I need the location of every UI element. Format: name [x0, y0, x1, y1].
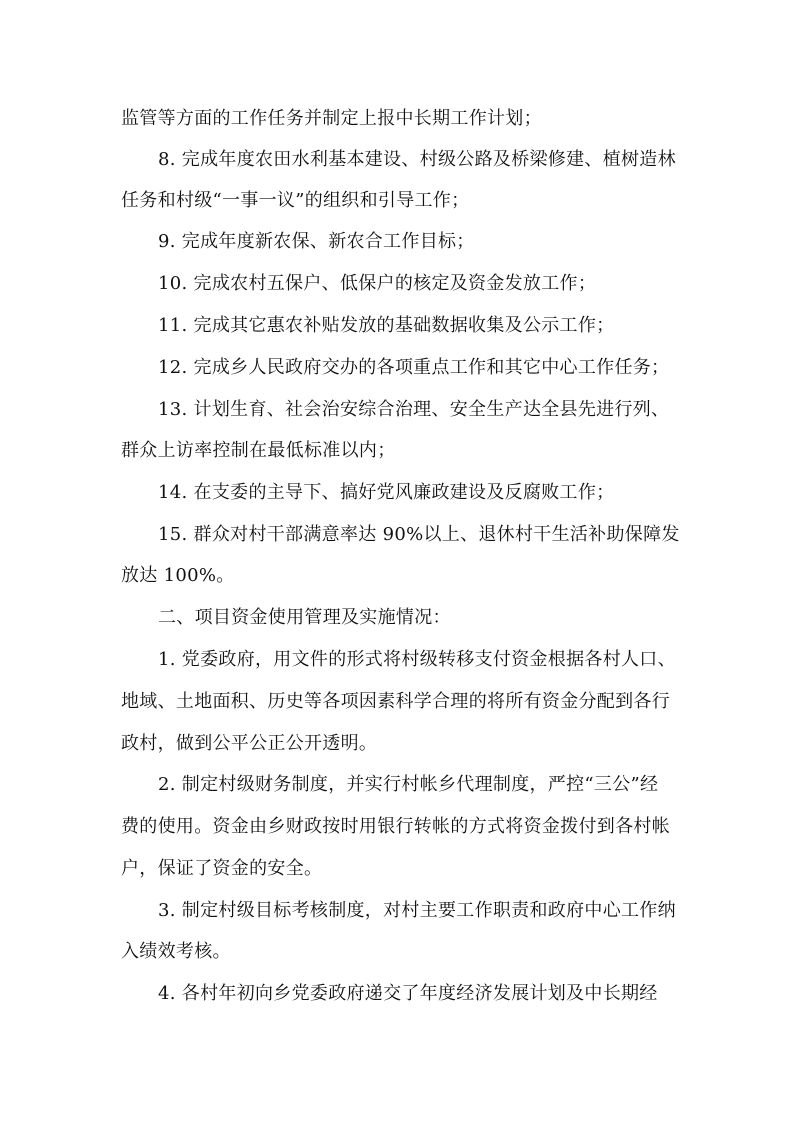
body-line: 4. 各村年初向乡党委政府递交了年度经济发展计划及中长期经 — [158, 983, 658, 1004]
body-line: 户，保证了资金的安全。 — [121, 858, 323, 879]
body-line: 8. 完成年度农田水利基本建设、村级公路及桥梁修建、植树造林 — [158, 149, 676, 170]
body-line: 13. 计划生育、社会治安综合治理、安全生产达全县先进行列、 — [158, 399, 670, 420]
body-line: 15. 群众对村干部满意率达 90%以上、退休村干生活补助保障发 — [158, 524, 680, 545]
body-line: 11. 完成其它惠农补贴发放的基础数据收集及公示工作； — [158, 315, 615, 336]
body-line: 2. 制定村级财务制度，并实行村帐乡代理制度，严控“三公”经 — [158, 774, 659, 795]
body-line: 12. 完成乡人民政府交办的各项重点工作和其它中心工作任务； — [158, 357, 670, 378]
body-line: 任务和村级“一事一议”的组织和引导工作； — [121, 190, 470, 211]
body-line: 1. 党委政府，用文件的形式将村级转移支付资金根据各村人口、 — [158, 649, 676, 670]
body-line: 费的使用。资金由乡财政按时用银行转帐的方式将资金拨付到各村帐 — [121, 816, 670, 837]
body-line: 3. 制定村级目标考核制度，对村主要工作职责和政府中心工作纳 — [158, 900, 676, 921]
body-line: 放达 100%。 — [121, 565, 235, 586]
body-line: 14. 在支委的主导下、搞好党风廉政建设及反腐败工作； — [158, 482, 615, 503]
body-line: 10. 完成农村五保户、低保户的核定及资金发放工作； — [158, 273, 597, 294]
body-line: 入绩效考核。 — [121, 941, 231, 962]
body-line: 政村，做到公平公正公开透明。 — [121, 733, 378, 754]
section-heading: 二、项目资金使用管理及实施情况： — [158, 607, 451, 628]
body-line: 监管等方面的工作任务并制定上报中长期工作计划； — [121, 108, 542, 129]
body-line: 群众上访率控制在最低标准以内； — [121, 440, 396, 461]
body-line: 9. 完成年度新农保、新农合工作目标； — [158, 231, 475, 252]
body-line: 地域、土地面积、历史等各项因素科学合理的将所有资金分配到各行 — [121, 691, 670, 712]
